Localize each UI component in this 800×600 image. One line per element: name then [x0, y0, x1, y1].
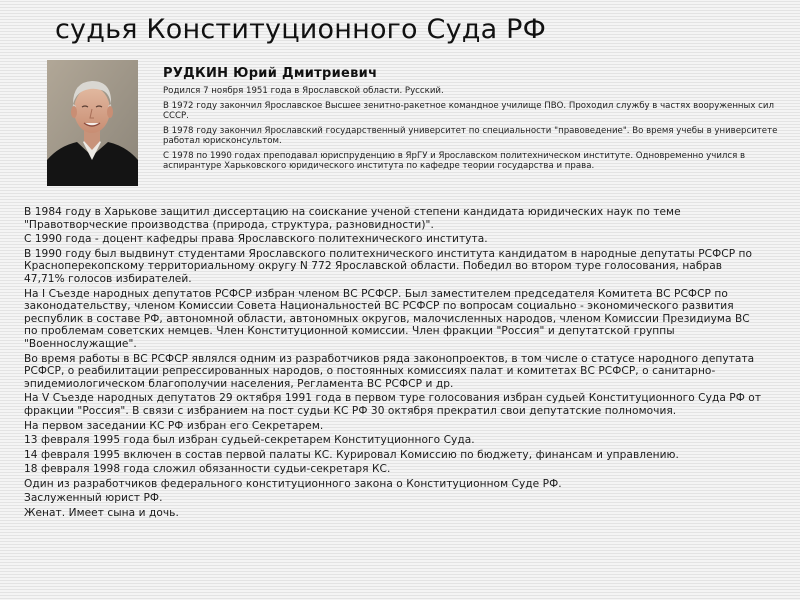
paragraph-first-chamber: 14 февраля 1995 включен в состав первой палаты КС. Курировал Комиссию по бюджету, финансам и управлению.: [24, 448, 679, 461]
portrait-photo: [47, 60, 138, 186]
paragraph-honor: Заслуженный юрист РФ.: [24, 492, 163, 505]
slide-title: судья Конституционного Суда РФ: [55, 14, 547, 45]
bio-university: В 1978 году закончил Ярославский государственный университет по специальности "правоведение". Во время учебы в университете работал юрисконсультом.: [163, 125, 778, 146]
paragraph-judge-election: На V Съезде народных депутатов 29 октября 1991 года в первом туре голосования избран судьей Конституционного Суда РФ от фракции "Россия". В связи с избранием на пост судьи КС РФ 30 октября прекратил свои депутатские полномочия.: [24, 392, 762, 417]
paragraph-supreme-council: На I Съезде народных депутатов РСФСР избран членом ВС РСФСР. Был заместителем председателя Комитета ВС РСФСР по законодательству, членом Комиссии Совета Национальностей ВС РСФСР по вопросам социально - экономического развития республик в составе РФ, автономной области, автономных округов, малочисленных народов, членом Комиссии Президиума ВС по проблемам советских немцев. Член Конституционной комиссии. Член фракции "Россия" и депутатской группы "Военнослужащие".: [24, 287, 750, 350]
person-name: РУДКИН Юрий Дмитриевич: [163, 66, 378, 81]
bio-header: [163, 66, 788, 176]
biography-body: [24, 206, 764, 522]
paragraph-docent: С 1990 года - доцент кафедры права Ярославского политехнического института.: [24, 233, 488, 246]
bio-teaching: С 1978 по 1990 годах преподавал юриспруденцию в ЯрГУ и Ярославском политехническом институте. Одновременно учился в аспирантуре Харьковского юридического института по кафедре теории государства и права.: [163, 150, 746, 171]
paragraph-secretary: На первом заседании КС РФ избран его Секретарем.: [24, 419, 324, 432]
paragraph-resignation: 18 февраля 1998 года сложил обязанности судьи-секретаря КС.: [24, 463, 391, 476]
bio-birth: Родился 7 ноября 1951 года в Ярославской области. Русский.: [163, 86, 444, 96]
paragraph-family: Женат. Имеет сына и дочь.: [24, 507, 179, 520]
bio-military-school: В 1972 году закончил Ярославское Высшее зенитно-ракетное командное училище ПВО. Проходил службу в частях вооруженных сил СССР.: [163, 100, 774, 121]
paragraph-election: В 1990 году был выдвинут студентами Ярославского политехнического института кандидатом в народные депутаты РСФСР по Красноперекопскому территориальному округу N 772 Ярославской области. Победил во втором туре голосования, набрав 47,71% голосов избирателей.: [24, 247, 753, 285]
paragraph-legislation: Во время работы в ВС РСФСР являлся одним из разработчиков ряда законопроектов, в том числе о статусе народного депутата РСФСР, о реабилитации репрессированных народов, о постоянных комиссиях палат и комитетах ВС РСФСР, о санитарно-эпидемиологическом благополучии населения, Регламента ВС РСФСР и др.: [24, 352, 755, 390]
paragraph-judge-secretary: 13 февраля 1995 года был избран судьей-секретарем Конституционного Суда.: [24, 434, 475, 447]
paragraph-law-author: Один из разработчиков федерального конституционного закона о Конституционном Суде РФ.: [24, 477, 562, 490]
paragraph-dissertation: В 1984 году в Харькове защитил диссертацию на соискание ученой степени кандидата юридических наук по теме "Правотворческие производства (природа, структура, разновидности)".: [24, 206, 681, 231]
